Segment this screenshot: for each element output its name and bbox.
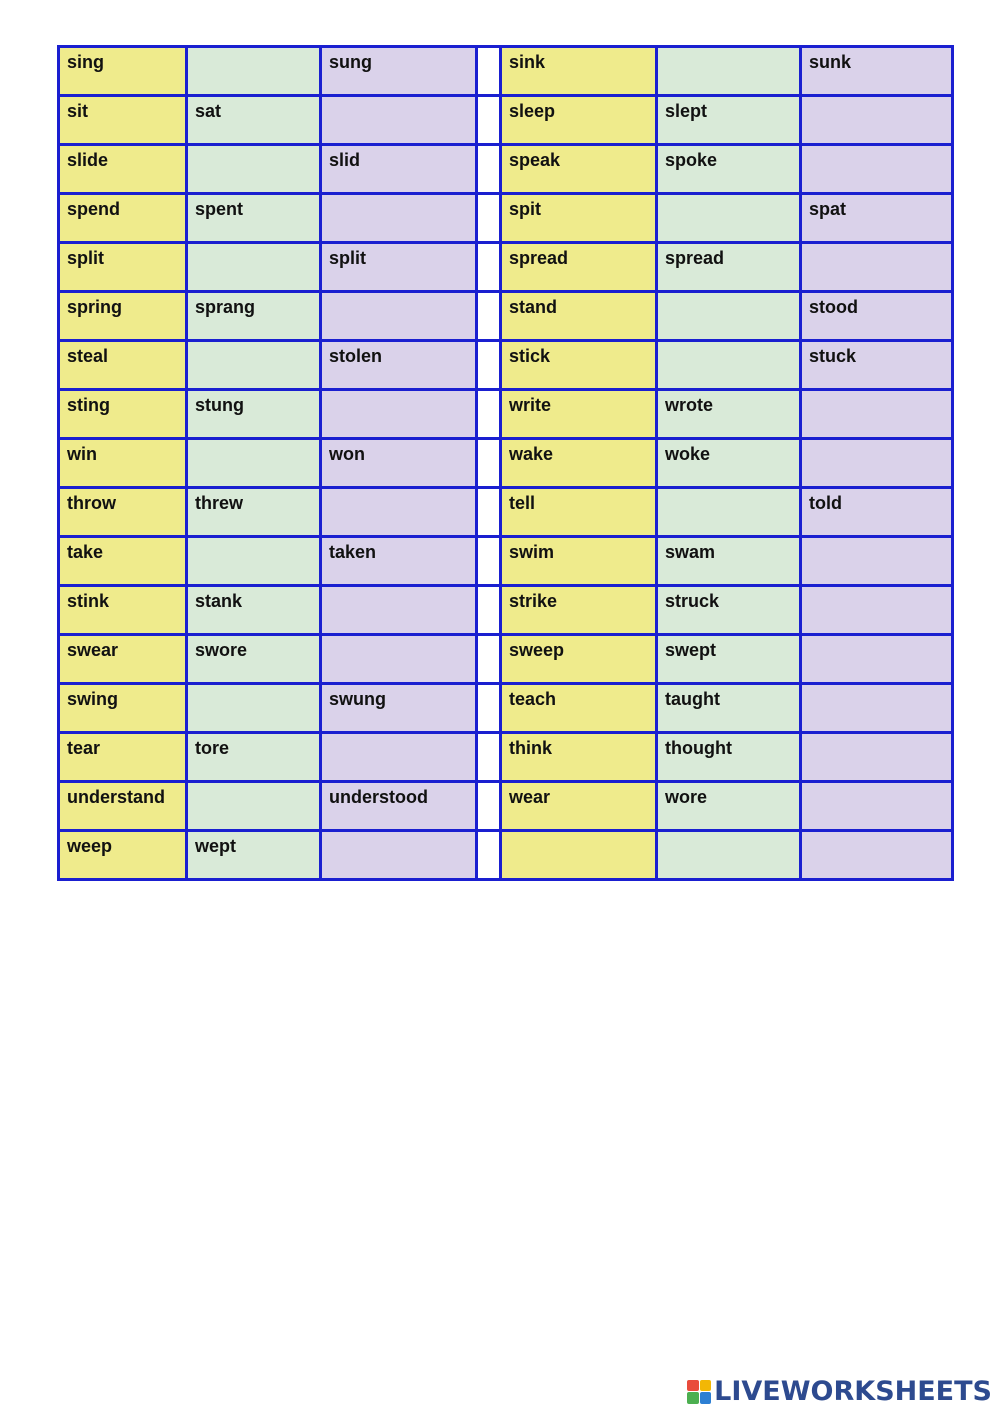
answer-input[interactable] <box>195 542 312 580</box>
right-participle-answer-field[interactable] <box>801 145 953 194</box>
right-base-cell: speak <box>501 145 657 194</box>
answer-input[interactable] <box>809 640 944 678</box>
right-participle-cell: stood <box>801 292 953 341</box>
answer-input[interactable] <box>329 738 468 776</box>
right-participle-cell: sunk <box>801 47 953 96</box>
answer-input[interactable] <box>809 787 944 825</box>
left-base-cell: split <box>59 243 187 292</box>
answer-input[interactable] <box>809 542 944 580</box>
answer-input[interactable] <box>195 52 312 90</box>
column-divider <box>477 831 501 880</box>
left-base-cell: slide <box>59 145 187 194</box>
table-row <box>59 292 953 341</box>
answer-input[interactable] <box>195 248 312 286</box>
table-row <box>59 733 953 782</box>
answer-input[interactable] <box>665 297 792 335</box>
table-row <box>59 96 953 145</box>
left-past-answer-field[interactable] <box>187 341 321 390</box>
column-divider <box>477 586 501 635</box>
column-divider <box>477 390 501 439</box>
column-divider <box>477 782 501 831</box>
column-divider <box>477 145 501 194</box>
left-past-cell: threw <box>187 488 321 537</box>
answer-input[interactable] <box>809 738 944 776</box>
table-row <box>59 243 953 292</box>
left-past-cell: tore <box>187 733 321 782</box>
left-past-cell: stung <box>187 390 321 439</box>
table-row <box>59 194 953 243</box>
right-participle-answer-field[interactable] <box>801 733 953 782</box>
column-divider <box>477 488 501 537</box>
irregular-verbs-table <box>57 45 954 881</box>
left-base-cell: stink <box>59 586 187 635</box>
answer-input[interactable] <box>809 150 944 188</box>
left-participle-cell: won <box>321 439 477 488</box>
right-past-cell: spoke <box>657 145 801 194</box>
left-past-cell: wept <box>187 831 321 880</box>
left-base-cell: sing <box>59 47 187 96</box>
table-row <box>59 635 953 684</box>
liveworksheets-logo <box>687 1376 992 1407</box>
left-participle-answer-field[interactable] <box>321 194 477 243</box>
left-base-cell: sting <box>59 390 187 439</box>
answer-input[interactable] <box>809 689 944 727</box>
liveworksheets-logo-icon <box>687 1380 711 1404</box>
right-base-cell: teach <box>501 684 657 733</box>
left-participle-answer-field[interactable] <box>321 488 477 537</box>
left-past-answer-field[interactable] <box>187 684 321 733</box>
left-participle-answer-field[interactable] <box>321 390 477 439</box>
column-divider <box>477 292 501 341</box>
answer-input[interactable] <box>665 199 792 237</box>
table-row <box>59 439 953 488</box>
right-base-cell: stand <box>501 292 657 341</box>
answer-input[interactable] <box>329 836 468 874</box>
right-past-cell: thought <box>657 733 801 782</box>
right-participle-cell: stuck <box>801 341 953 390</box>
right-base-cell: write <box>501 390 657 439</box>
column-divider <box>477 439 501 488</box>
left-base-cell: take <box>59 537 187 586</box>
right-participle-answer-field[interactable] <box>801 586 953 635</box>
right-base-cell: sweep <box>501 635 657 684</box>
table-row <box>59 488 953 537</box>
column-divider <box>477 341 501 390</box>
answer-input[interactable] <box>809 444 944 482</box>
right-past-answer-field[interactable] <box>657 831 801 880</box>
right-past-cell: swept <box>657 635 801 684</box>
left-past-cell: stank <box>187 586 321 635</box>
right-base-cell: stick <box>501 341 657 390</box>
answer-input[interactable] <box>509 836 648 874</box>
right-past-cell: taught <box>657 684 801 733</box>
right-participle-answer-field[interactable] <box>801 635 953 684</box>
right-base-cell: tell <box>501 488 657 537</box>
answer-input[interactable] <box>195 444 312 482</box>
left-base-cell: spring <box>59 292 187 341</box>
right-base-answer-field[interactable] <box>501 831 657 880</box>
answer-input[interactable] <box>195 689 312 727</box>
right-past-answer-field[interactable] <box>657 194 801 243</box>
table-row <box>59 145 953 194</box>
right-base-cell: swim <box>501 537 657 586</box>
left-participle-cell: taken <box>321 537 477 586</box>
left-past-cell: swore <box>187 635 321 684</box>
column-divider <box>477 733 501 782</box>
left-participle-answer-field[interactable] <box>321 733 477 782</box>
right-past-cell: wrote <box>657 390 801 439</box>
right-base-cell: strike <box>501 586 657 635</box>
answer-input[interactable] <box>329 493 468 531</box>
left-past-answer-field[interactable] <box>187 537 321 586</box>
right-past-answer-field[interactable] <box>657 47 801 96</box>
answer-input[interactable] <box>195 787 312 825</box>
left-past-answer-field[interactable] <box>187 439 321 488</box>
column-divider <box>477 194 501 243</box>
column-divider <box>477 537 501 586</box>
right-participle-answer-field[interactable] <box>801 96 953 145</box>
left-past-answer-field[interactable] <box>187 243 321 292</box>
table-row <box>59 341 953 390</box>
right-past-cell: wore <box>657 782 801 831</box>
right-past-answer-field[interactable] <box>657 488 801 537</box>
right-past-answer-field[interactable] <box>657 292 801 341</box>
left-base-cell: swing <box>59 684 187 733</box>
right-participle-answer-field[interactable] <box>801 782 953 831</box>
right-participle-answer-field[interactable] <box>801 831 953 880</box>
right-past-cell: swam <box>657 537 801 586</box>
left-base-cell: steal <box>59 341 187 390</box>
left-participle-answer-field[interactable] <box>321 635 477 684</box>
answer-input[interactable] <box>329 297 468 335</box>
answer-input[interactable] <box>329 101 468 139</box>
table-row <box>59 47 953 96</box>
answer-input[interactable] <box>809 395 944 433</box>
answer-input[interactable] <box>329 640 468 678</box>
left-participle-cell: slid <box>321 145 477 194</box>
table-row <box>59 390 953 439</box>
right-participle-answer-field[interactable] <box>801 439 953 488</box>
table-row <box>59 684 953 733</box>
left-base-cell: understand <box>59 782 187 831</box>
right-participle-cell: spat <box>801 194 953 243</box>
right-past-cell: spread <box>657 243 801 292</box>
answer-input[interactable] <box>329 395 468 433</box>
right-base-cell: wake <box>501 439 657 488</box>
left-base-cell: swear <box>59 635 187 684</box>
answer-input[interactable] <box>665 493 792 531</box>
left-base-cell: spend <box>59 194 187 243</box>
table-row <box>59 831 953 880</box>
left-past-cell: sat <box>187 96 321 145</box>
table-row <box>59 586 953 635</box>
left-past-cell: sprang <box>187 292 321 341</box>
left-base-cell: win <box>59 439 187 488</box>
answer-input[interactable] <box>329 591 468 629</box>
left-participle-answer-field[interactable] <box>321 586 477 635</box>
right-participle-answer-field[interactable] <box>801 243 953 292</box>
left-base-cell: tear <box>59 733 187 782</box>
left-past-answer-field[interactable] <box>187 47 321 96</box>
left-participle-cell: understood <box>321 782 477 831</box>
left-participle-cell: split <box>321 243 477 292</box>
right-past-cell: struck <box>657 586 801 635</box>
answer-input[interactable] <box>809 101 944 139</box>
right-past-cell: slept <box>657 96 801 145</box>
right-past-answer-field[interactable] <box>657 341 801 390</box>
answer-input[interactable] <box>809 248 944 286</box>
answer-input[interactable] <box>195 346 312 384</box>
answer-input[interactable] <box>665 836 792 874</box>
left-base-cell: weep <box>59 831 187 880</box>
column-divider <box>477 47 501 96</box>
answer-input[interactable] <box>329 199 468 237</box>
right-base-cell: spread <box>501 243 657 292</box>
right-past-cell: woke <box>657 439 801 488</box>
column-divider <box>477 684 501 733</box>
left-participle-answer-field[interactable] <box>321 831 477 880</box>
column-divider <box>477 243 501 292</box>
answer-input[interactable] <box>665 346 792 384</box>
answer-input[interactable] <box>195 150 312 188</box>
brand-name: LIVEWORKSHEETS <box>714 1376 992 1407</box>
left-participle-answer-field[interactable] <box>321 292 477 341</box>
left-past-answer-field[interactable] <box>187 145 321 194</box>
left-participle-cell: swung <box>321 684 477 733</box>
answer-input[interactable] <box>809 591 944 629</box>
right-participle-cell: told <box>801 488 953 537</box>
right-base-cell: sink <box>501 47 657 96</box>
table-row <box>59 537 953 586</box>
left-past-answer-field[interactable] <box>187 782 321 831</box>
column-divider <box>477 96 501 145</box>
column-divider <box>477 635 501 684</box>
right-participle-answer-field[interactable] <box>801 390 953 439</box>
left-participle-cell: stolen <box>321 341 477 390</box>
right-base-cell: wear <box>501 782 657 831</box>
answer-input[interactable] <box>665 52 792 90</box>
left-past-cell: spent <box>187 194 321 243</box>
table-row <box>59 782 953 831</box>
left-participle-cell: sung <box>321 47 477 96</box>
right-base-cell: think <box>501 733 657 782</box>
right-participle-answer-field[interactable] <box>801 684 953 733</box>
right-base-cell: spit <box>501 194 657 243</box>
answer-input[interactable] <box>809 836 944 874</box>
left-base-cell: sit <box>59 96 187 145</box>
left-base-cell: throw <box>59 488 187 537</box>
left-participle-answer-field[interactable] <box>321 96 477 145</box>
right-base-cell: sleep <box>501 96 657 145</box>
right-participle-answer-field[interactable] <box>801 537 953 586</box>
